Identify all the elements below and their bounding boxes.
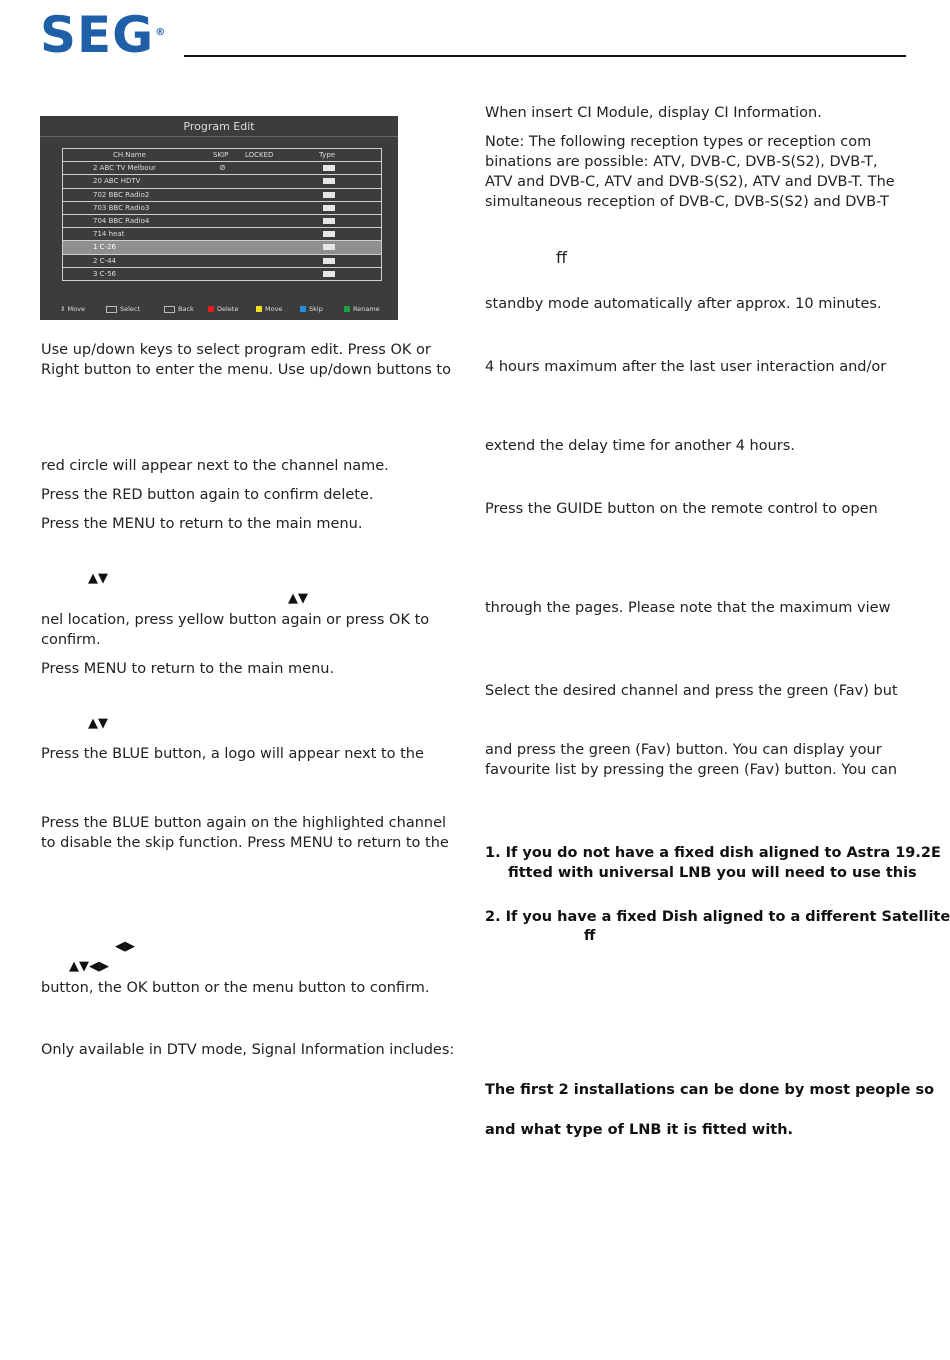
text-line: Use up/down keys to select program edit. Press OK or <box>41 342 431 358</box>
table-row-selected[interactable] <box>63 241 381 254</box>
direction-arrows-icon: ▲▼◀▶ <box>69 959 109 974</box>
header-rule <box>184 55 906 57</box>
text-line: through the pages. Please note that the maximum view <box>485 600 891 616</box>
skip-icon: ⊘ <box>219 163 226 173</box>
channel-name: 2 ABC TV Melbour <box>93 164 156 173</box>
type-icon <box>323 258 335 264</box>
text-line: Note: The following reception types or reception com <box>485 134 872 150</box>
table-row[interactable] <box>63 228 381 241</box>
text-line: Press the GUIDE button on the remote control to open <box>485 501 878 517</box>
text-line: Press the BLUE button again on the highlighted channel <box>41 815 447 831</box>
type-icon <box>323 218 335 224</box>
channel-name: 20 ABC HDTV <box>93 177 141 186</box>
text-line: ATV and DVB-C, ATV and DVB-S(S2), ATV and DVB-T. The <box>485 174 895 190</box>
up-down-arrows-icon: ▲▼ <box>288 591 308 606</box>
channel-name: 2 C-44 <box>93 256 116 265</box>
text-line: 4 hours maximum after the last user interaction and/or <box>485 359 887 375</box>
type-icon <box>323 192 335 198</box>
channel-name: 1 C-26 <box>93 243 116 252</box>
type-icon <box>323 271 335 277</box>
col-name-header: CH.Name <box>113 151 146 159</box>
text-line: extend the delay time for another 4 hours. <box>485 438 795 454</box>
list-item-2: 2. If you have a fixed Dish aligned to a different Satellite <box>485 909 950 925</box>
program-edit-screenshot <box>40 116 398 320</box>
channel-name: 3 C-56 <box>93 269 116 278</box>
table-header <box>63 149 381 162</box>
type-icon <box>323 244 335 250</box>
text-line: Select the desired channel and press the green (Fav) but <box>485 683 898 699</box>
list-item-1-cont: fitted with universal LNB you will need to use this <box>508 865 917 881</box>
table-row[interactable] <box>63 255 381 268</box>
channel-name: 714 heat <box>93 230 125 239</box>
list-item-1: 1. If you do not have a fixed dish aligned to Astra 19.2E <box>485 845 941 861</box>
legend-skip: Skip <box>300 302 323 316</box>
text-line: to disable the skip function. Press MENU to return to the <box>41 835 449 851</box>
updown-icon: ⇕ <box>60 305 68 313</box>
text-line: nel location, press yellow button again or press OK to <box>41 612 430 628</box>
ligature-ff: ﬀ <box>584 928 596 944</box>
col-locked-header: LOCKED <box>245 151 274 159</box>
text-line: Right button to enter the menu. Use up/down buttons to <box>41 362 451 378</box>
ok-key-icon <box>106 306 117 313</box>
red-key-icon <box>208 306 214 312</box>
yellow-key-icon <box>256 306 262 312</box>
text-line: and what type of LNB it is fitted with. <box>485 1122 794 1138</box>
legend-back: Back <box>164 302 194 316</box>
text-line: Only available in DTV mode, Signal Information includes: <box>41 1042 455 1058</box>
channel-name: 703 BBC Radio3 <box>93 203 150 212</box>
text-line: Press the MENU to return to the main menu. <box>41 516 363 532</box>
type-icon <box>323 205 335 211</box>
table-row[interactable] <box>63 162 381 175</box>
text-line: Press the RED button again to confirm delete. <box>41 487 374 503</box>
channel-name: 702 BBC Radio2 <box>93 190 150 199</box>
left-right-arrows-icon: ◀▶ <box>115 939 135 954</box>
seg-logo: SEG® <box>40 6 167 64</box>
text-line: When insert CI Module, display CI Information. <box>485 105 822 121</box>
text-line: button, the OK button or the menu button to confirm. <box>41 980 430 996</box>
text-line: and press the green (Fav) button. You can display your <box>485 742 882 758</box>
up-down-arrows-icon: ▲▼ <box>88 716 108 731</box>
menu-key-icon <box>164 306 175 313</box>
green-key-icon <box>344 306 350 312</box>
table-row[interactable] <box>63 202 381 215</box>
text-line: favourite list by pressing the green (Fav) button. You can <box>485 762 898 778</box>
up-down-arrows-icon: ▲▼ <box>88 571 108 586</box>
channel-table <box>62 148 382 281</box>
legend-delete: Delete <box>208 302 238 316</box>
table-row[interactable] <box>63 175 381 188</box>
legend-rename: Rename <box>344 302 380 316</box>
table-row[interactable] <box>63 268 381 280</box>
text-line: simultaneous reception of DVB-C, DVB-S(S2) and DVB-T <box>485 194 889 210</box>
table-row[interactable] <box>63 215 381 228</box>
legend-move: ⇕ Move <box>60 305 85 313</box>
legend-move-yellow: Move <box>256 302 282 316</box>
type-icon <box>323 231 335 237</box>
blue-key-icon <box>300 306 306 312</box>
col-skip-header: SKIP <box>213 151 229 159</box>
program-edit-title: Program Edit <box>183 120 255 133</box>
text-line: red circle will appear next to the channel name. <box>41 458 389 474</box>
type-icon <box>323 178 335 184</box>
table-row[interactable] <box>63 189 381 202</box>
key-legend <box>40 302 398 316</box>
legend-select: Select <box>106 302 140 316</box>
title-divider <box>40 136 398 137</box>
col-type-header: Type <box>319 151 336 159</box>
text-line: Press the BLUE button, a logo will appear next to the <box>41 746 424 762</box>
text-line: Press MENU to return to the main menu. <box>41 661 335 677</box>
registered-mark: ® <box>155 27 167 38</box>
text-line: confirm. <box>41 632 101 648</box>
text-line: The first 2 installations can be done by most people so <box>485 1082 935 1098</box>
text-line: binations are possible: ATV, DVB-C, DVB-S(S2), DVB-T, <box>485 154 878 170</box>
channel-name: 704 BBC Radio4 <box>93 216 150 225</box>
ligature-ff: ﬀ <box>556 248 568 267</box>
type-icon <box>323 165 335 171</box>
text-line: standby mode automatically after approx. 10 minutes. <box>485 296 882 312</box>
